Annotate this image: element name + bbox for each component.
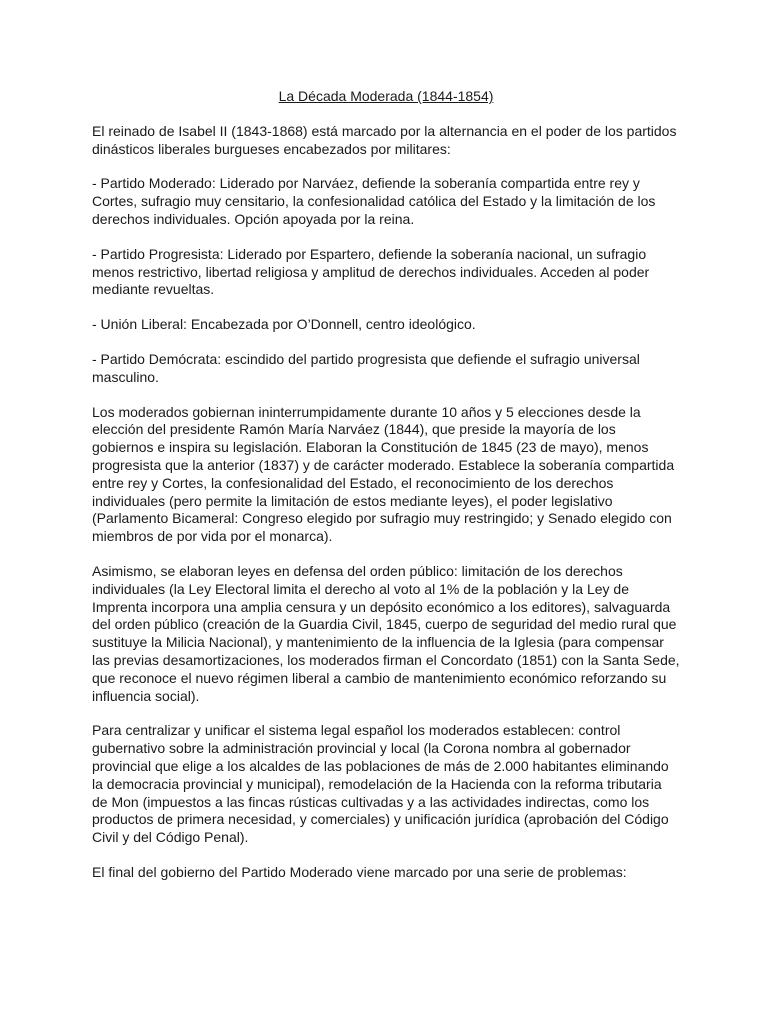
paragraph-intro: El reinado de Isabel II (1843-1868) está marcado por la alternancia en el poder de los partidos dinásticos liberales burgueses encabezados por militares:: [92, 122, 677, 157]
paragraph-union-liberal: - Unión Liberal: Encabezada por O’Donnell, centro ideológico.: [92, 316, 476, 333]
paragraph-final-gobierno: El final del gobierno del Partido Moderado viene marcado por una serie de problemas:: [92, 863, 627, 880]
paragraph-centralizacion: Para centralizar y unificar el sistema legal español los moderados establecen: control gubernativo sobre la administración provincial y local (la Corona nombra al gobernador provincial que elige a los alcaldes de las poblaciones de más de 2.000 habitantes eliminando la democracia provincial y municipal), remodelación de la Hacienda con la reforma tributaria de Mon (impuestos a las fincas rústicas cultivadas y a las actividades indirectas, como los productos de primera necesidad, y comerciales) y unificación jurídica (aprobación del Código Civil y del Código Penal).: [92, 722, 669, 846]
paragraph-partido-progresista: - Partido Progresista: Liderado por Espartero, defiende la soberanía nacional, un sufragio menos restrictivo, libertad religiosa y amplitud de derechos individuales. Acceden al poder mediante revueltas.: [92, 245, 650, 298]
paragraph-gobierno-moderados: Los moderados gobiernan ininterrumpidamente durante 10 años y 5 elecciones desde la elección del presidente Ramón María Narváez (1844), que preside la mayoría de los gobiernos e inspira su legislación. Elaboran la Constitución de 1845 (23 de mayo), menos progresista que la anterior (1837) y de carácter moderado. Establece la soberanía compartida entre rey y Cortes, la confesionalidad del Estado, el reconocimiento de los derechos individuales (pero permite la limitación de estos mediante leyes), el poder legislativo (Parlamento Bicameral: Congreso elegido por sufragio muy restringido; y Senado elegido con miembros de por vida por el monarca).: [92, 403, 675, 545]
paragraph-orden-publico: Asimismo, se elaboran leyes en defensa del orden público: limitación de los derechos individuales (la Ley Electoral limita el derecho al voto al 1% de la población y la Ley de Imprenta incorpora una amplia censura y un depósito económico a los editores), salvaguarda del orden público (creación de la Guardia Civil, 1845, cuerpo de seguridad del medio rural que sustituye la Milicia Nacional), y mantenimiento de la influencia de la Iglesia (para compensar las previas desamortizaciones, los moderados firman el Concordato (1851) con la Santa Sede, que reconoce el nuevo régimen liberal a cambio de mantenimiento económico reforzando su influencia social).: [92, 562, 680, 704]
paragraph-partido-democrata: - Partido Demócrata: escindido del partido progresista que defiende el sufragio universal masculino.: [92, 350, 640, 385]
document-body: [92, 88, 680, 899]
paragraph-partido-moderado: - Partido Moderado: Liderado por Narváez, defiende la soberanía compartida entre rey y Cortes, sufragio muy censitario, la confesionalidad católica del Estado y la limitación de los derechos individuales. Opción apoyada por la reina.: [92, 175, 656, 227]
document-title: La Década Moderada (1844-1854): [278, 88, 494, 104]
